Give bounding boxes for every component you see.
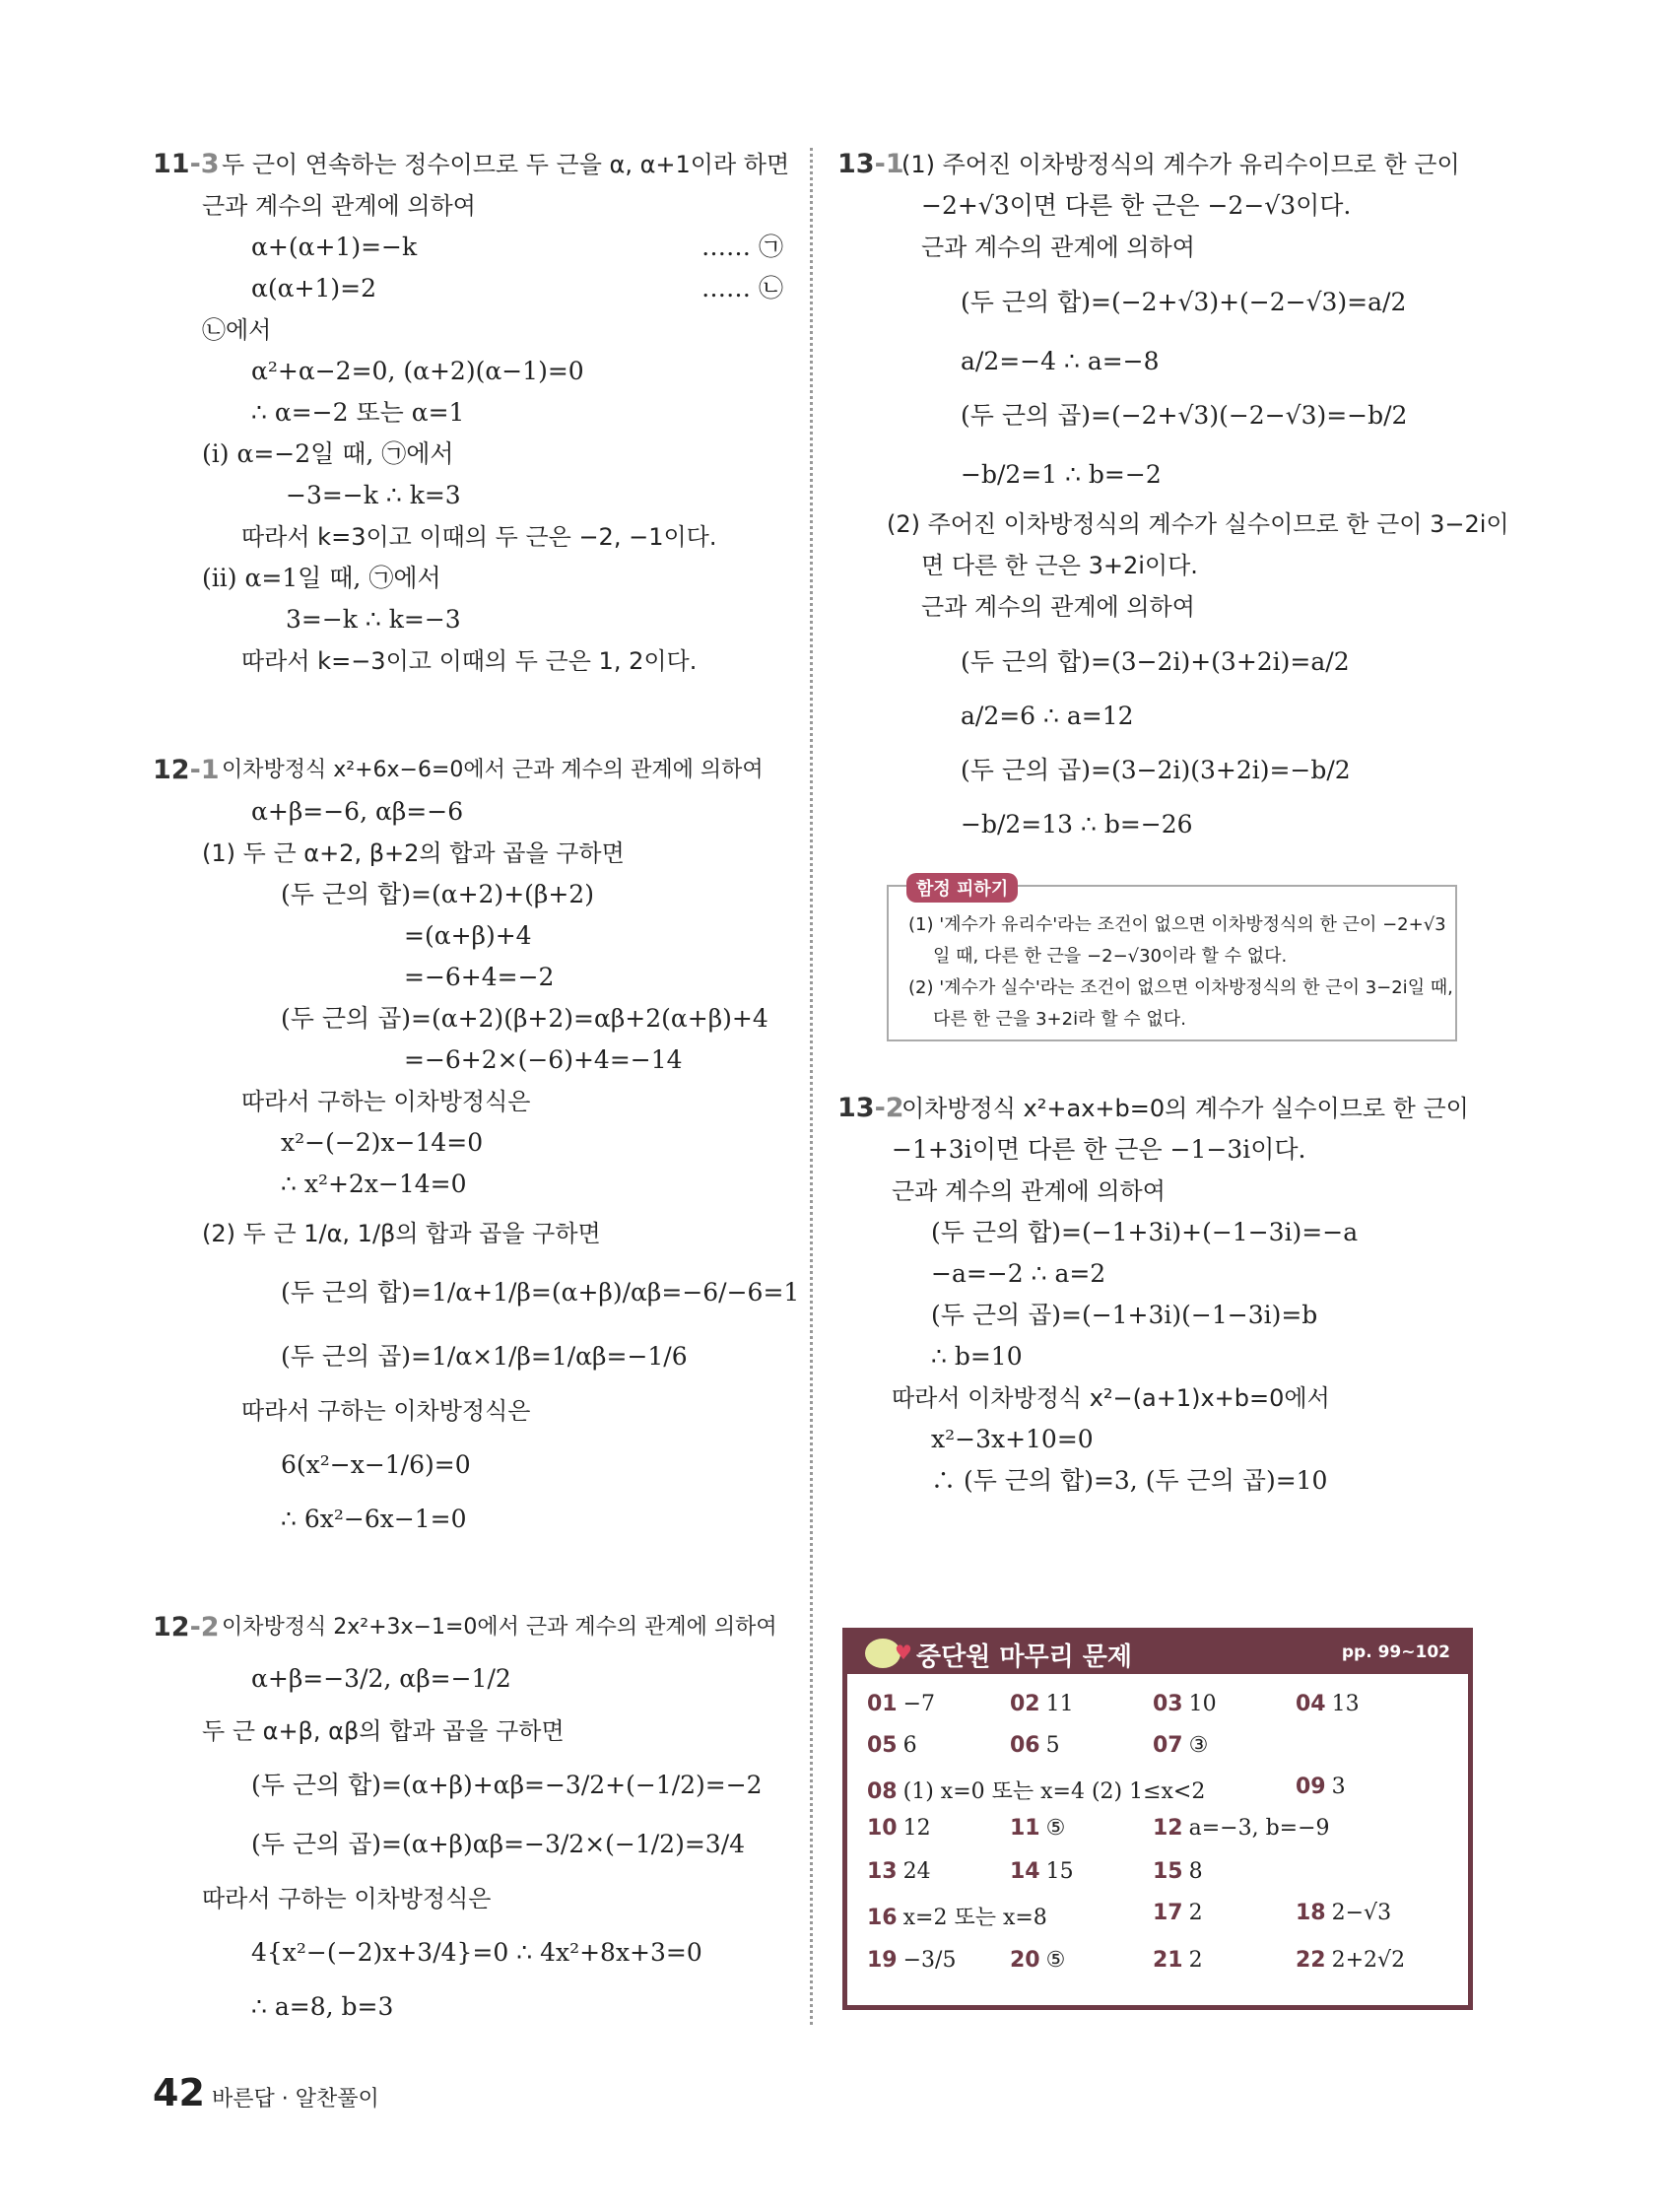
solution-line: 근과 계수의 관계에 의하여	[202, 192, 476, 220]
solution-line: 근과 계수의 관계에 의하여	[921, 593, 1195, 621]
solution-line: 따라서 구하는 이차방정식은	[241, 1088, 531, 1115]
solution-line: 두 근 α+β, αβ의 합과 곱을 구하면	[202, 1717, 565, 1745]
equation-line: ∴ b=10	[931, 1342, 1023, 1371]
solution-line: 따라서 이차방정식 x²−(a+1)x+b=0에서	[892, 1384, 1330, 1412]
answer-item: 15 8	[1153, 1859, 1203, 1884]
equation-line: ∴ a=8, b=3	[251, 1992, 394, 2021]
answer-item: 08 (1) x=0 또는 x=4 (2) 1≤x<2	[867, 1779, 1206, 1804]
equation-line: (두 근의 합)=1/α+1/β=(α+β)/αβ=−6/−6=1	[281, 1278, 800, 1307]
solution-line: 따라서 k=3이고 이때의 두 근은 −2, −1이다.	[241, 523, 717, 551]
equation-line: a/2=−4 ∴ a=−8	[961, 347, 1160, 375]
problem-number: 11-3	[153, 149, 220, 179]
case-line: (ⅰ) α=−2일 때, ㉠에서	[202, 439, 454, 468]
equation-line: (두 근의 곱)=(α+β)αβ=−3/2×(−1/2)=3/4	[251, 1830, 746, 1858]
solution-line: 이차방정식 2x²+3x−1=0에서 근과 계수의 관계에 의하여	[222, 1615, 777, 1640]
equation-line: (두 근의 합)=(−2+√3)+(−2−√3)=a/2	[961, 288, 1407, 316]
tip-line: (1) '계수가 유리수'라는 조건이 없으면 이차방정식의 한 근이 −2+√3	[908, 914, 1446, 935]
solution-line: 따라서 구하는 이차방정식은	[202, 1885, 492, 1912]
equation-line: 4{x²−(−2)x+3/4}=0 ∴ 4x²+8x+3=0	[251, 1938, 702, 1967]
answer-header	[847, 1633, 1468, 1674]
page-number: 42	[153, 2071, 205, 2114]
equation-line: −b/2=1 ∴ b=−2	[961, 460, 1162, 489]
equation-tag: …… ㉡	[701, 274, 783, 302]
solution-line: 따라서 구하는 이차방정식은	[241, 1397, 531, 1425]
tip-line: 일 때, 다른 한 근을 −2−√30이라 할 수 없다.	[933, 946, 1288, 967]
tip-line: (2) '계수가 실수'라는 조건이 없으면 이차방정식의 한 근이 3−2i일 때,	[908, 977, 1453, 998]
column-divider	[810, 148, 813, 2025]
equation-line: (두 근의 합)=(3−2i)+(3+2i)=a/2	[961, 647, 1350, 676]
solution-line: (1) 주어진 이차방정식의 계수가 유리수이므로 한 근이	[901, 151, 1460, 178]
book-label: 바른답 · 알찬풀이	[212, 2087, 379, 2111]
solution-line: 두 근이 연속하는 정수이므로 두 근을 α, α+1이라 하면	[222, 151, 790, 178]
equation-line: α+β=−6, αβ=−6	[251, 797, 464, 826]
answer-item: 12 a=−3, b=−9	[1153, 1816, 1330, 1841]
answer-item: 07 ③	[1153, 1733, 1209, 1758]
solution-line: −1+3i이면 다른 한 근은 −1−3i이다.	[892, 1135, 1306, 1164]
tip-line: 다른 한 근을 3+2i라 할 수 없다.	[933, 1009, 1186, 1030]
answer-item: 21 2	[1153, 1948, 1203, 1973]
solution-line: 근과 계수의 관계에 의하여	[892, 1177, 1166, 1205]
case-line: (ⅱ) α=1일 때, ㉠에서	[202, 564, 441, 592]
solution-line: 면 다른 한 근은 3+2i이다.	[921, 552, 1198, 579]
tip-title: 함정 피하기	[906, 873, 1018, 903]
solution-line: 따라서 k=−3이고 이때의 두 근은 1, 2이다.	[241, 647, 698, 675]
equation-line: (두 근의 곱)=(3−2i)(3+2i)=−b/2	[961, 756, 1351, 784]
equation-line: (두 근의 합)=(α+β)+αβ=−3/2+(−1/2)=−2	[251, 1771, 763, 1799]
solution-line: −2+√3이면 다른 한 근은 −2−√3이다.	[921, 191, 1352, 220]
equation-line: (두 근의 곱)=1/α×1/β=1/αβ=−1/6	[281, 1342, 688, 1371]
answer-pages: pp. 99~102	[1341, 1642, 1450, 1662]
equation-line: 6(x²−x−1/6)=0	[281, 1450, 471, 1479]
equation-line: α²+α−2=0, (α+2)(α−1)=0	[251, 357, 584, 385]
solution-line: 이차방정식 x²+ax+b=0의 계수가 실수이므로 한 근이	[901, 1095, 1469, 1122]
equation-line: (두 근의 곱)=(−2+√3)(−2−√3)=−b/2	[961, 401, 1408, 430]
equation-line: 3=−k ∴ k=−3	[286, 605, 461, 634]
equation-line: ∴ α=−2 또는 α=1	[251, 398, 465, 427]
equation-line: −3=−k ∴ k=3	[286, 481, 461, 509]
answer-item: 09 3	[1296, 1775, 1346, 1799]
equation-line: x²−(−2)x−14=0	[281, 1128, 484, 1157]
equation-line: (두 근의 곱)=(−1+3i)(−1−3i)=b	[931, 1301, 1318, 1329]
answer-item: 22 2+2√2	[1296, 1948, 1406, 1973]
answer-item: 03 10	[1153, 1692, 1217, 1716]
equation-line: ∴ x²+2x−14=0	[281, 1170, 467, 1198]
answer-item: 14 15	[1010, 1859, 1074, 1884]
equation-tag: …… ㉠	[701, 233, 783, 261]
equation-line: α(α+1)=2	[251, 274, 376, 302]
answer-item: 19 −3/5	[867, 1948, 957, 1973]
equation-line: =−6+4=−2	[404, 963, 555, 991]
answer-item: 01 −7	[867, 1692, 936, 1716]
answer-item: 17 2	[1153, 1901, 1203, 1925]
answer-item: 06 5	[1010, 1733, 1060, 1758]
equation-line: −b/2=13 ∴ b=−26	[961, 810, 1193, 838]
problem-number: 13-1	[837, 149, 904, 179]
solution-line: (2) 주어진 이차방정식의 계수가 실수이므로 한 근이 3−2i이	[887, 510, 1509, 538]
equation-line: (두 근의 합)=(α+2)+(β+2)	[281, 880, 594, 908]
solution-line: 이차방정식 x²+6x−6=0에서 근과 계수의 관계에 의하여	[222, 758, 764, 782]
equation-line: α+β=−3/2, αβ=−1/2	[251, 1664, 511, 1693]
answer-item: 11 ⑤	[1010, 1816, 1066, 1841]
problem-number: 12-1	[153, 755, 220, 785]
heart-icon: ♥	[895, 1641, 912, 1664]
answer-item: 05 6	[867, 1733, 917, 1758]
tip-box	[887, 879, 1457, 1041]
solution-line: ㉡에서	[202, 316, 272, 344]
equation-line: =−6+2×(−6)+4=−14	[404, 1045, 683, 1074]
solution-line: (1) 두 근 α+2, β+2의 합과 곱을 구하면	[202, 839, 625, 867]
problem-number: 12-2	[153, 1612, 220, 1642]
equation-line: ∴ (두 근의 합)=3, (두 근의 곱)=10	[931, 1466, 1328, 1495]
equation-line: =(α+β)+4	[404, 921, 532, 950]
answer-summary-box	[842, 1628, 1473, 2010]
equation-line: (두 근의 곱)=(α+2)(β+2)=αβ+2(α+β)+4	[281, 1004, 768, 1033]
answer-item: 18 2−√3	[1296, 1901, 1392, 1925]
equation-line: (두 근의 합)=(−1+3i)+(−1−3i)=−a	[931, 1218, 1359, 1246]
problem-number: 13-2	[837, 1093, 904, 1123]
solution-line: 근과 계수의 관계에 의하여	[921, 234, 1195, 261]
answer-item: 10 12	[867, 1816, 931, 1841]
answer-item: 16 x=2 또는 x=8	[867, 1906, 1047, 1930]
solution-line: (2) 두 근 1/α, 1/β의 합과 곱을 구하면	[202, 1220, 601, 1247]
equation-line: a/2=6 ∴ a=12	[961, 702, 1134, 730]
equation-line: −a=−2 ∴ a=2	[931, 1259, 1106, 1288]
answer-item: 13 24	[867, 1859, 931, 1884]
answer-item: 02 11	[1010, 1692, 1074, 1716]
answer-item: 20 ⑤	[1010, 1948, 1066, 1973]
equation-line: ∴ 6x²−6x−1=0	[281, 1505, 467, 1533]
answer-title: 중단원 마무리 문제	[916, 1642, 1133, 1672]
equation-line: α+(α+1)=−k	[251, 233, 418, 261]
answer-item: 04 13	[1296, 1692, 1360, 1716]
equation-line: x²−3x+10=0	[931, 1425, 1094, 1453]
